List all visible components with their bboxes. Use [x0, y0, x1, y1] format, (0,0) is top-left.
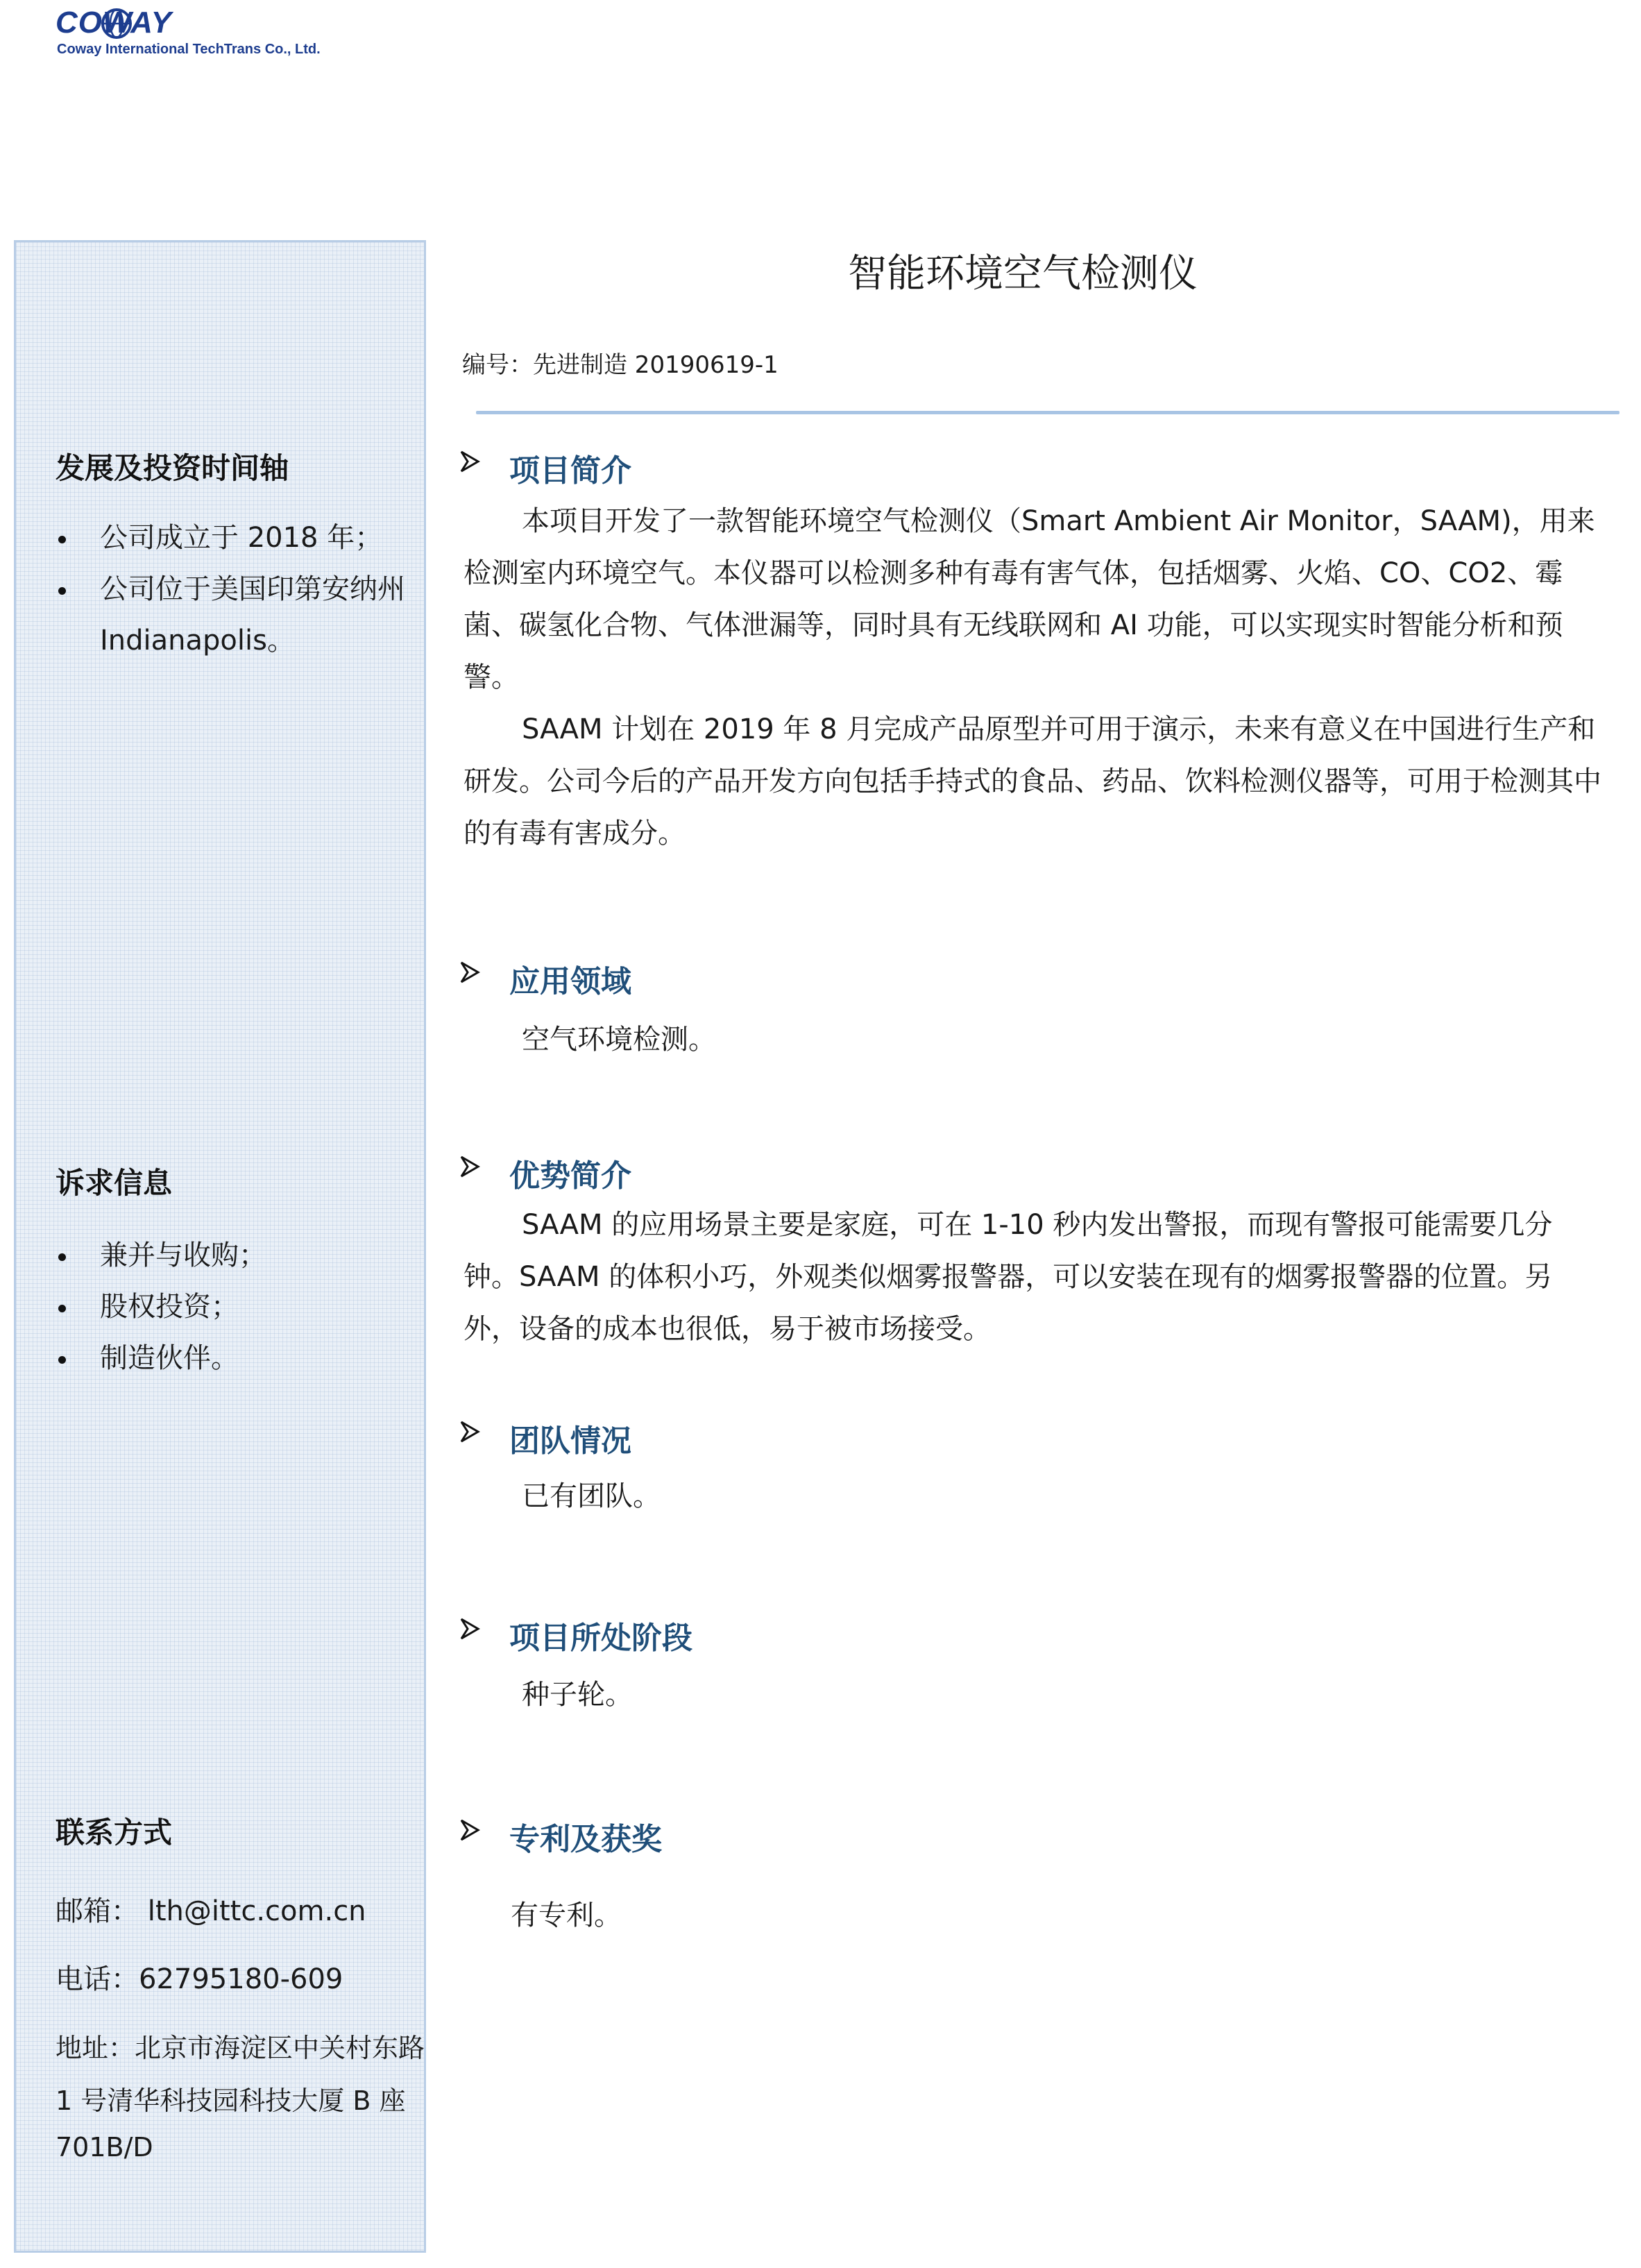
team-text: 已有团队。: [522, 1480, 661, 1512]
application-text: 空气环境检测。: [522, 1024, 716, 1056]
intro-paragraph-1: 本项目开发了一款智能环境空气检测仪（Smart Ambient Air Monitor，SAAM)，用来检测室内环境空气。本仪器可以检测多种有毒有害气体，包括烟雾、火焰、CO、CO2、霉菌、碳氢化合物、气体泄漏等，同时具有无线联网和 AI 功能，可以实现实时智能分析和预警。: [464, 505, 1595, 693]
section-title: 应用领域: [509, 964, 631, 999]
demands-heading: 诉求信息: [56, 1166, 173, 1200]
list-item: 兼并与收购；: [56, 1230, 430, 1281]
arrow-right-icon: [459, 1155, 480, 1178]
list-item: 制造伙伴。: [56, 1332, 430, 1384]
section-title: 团队情况: [509, 1423, 631, 1459]
advantage-paragraph: SAAM 的应用场景主要是家庭，可在 1-10 秒内发出警报，而现有警报可能需要几分钟。SAAM 的体积小巧，外观类似烟雾报警器，可以安装在现有的烟雾报警器的位置。另外，设备的成本也很低，易于被市场接受。: [464, 1209, 1553, 1345]
logo-subtitle: Coway International TechTrans Co., Ltd.: [57, 42, 321, 57]
section-title: 项目所处阶段: [509, 1620, 692, 1656]
globe-icon: [100, 7, 133, 40]
logo-wordmark: COWAY: [56, 6, 172, 40]
contact-email: 邮箱： lth@ittc.com.cn: [56, 1895, 366, 1927]
list-item: 公司成立于 2018 年；: [56, 512, 430, 564]
intro-paragraph-2: SAAM 计划在 2019 年 8 月完成产品原型并可用于演示，未来有意义在中国进行生产和研发。公司今后的产品开发方向包括手持式的食品、药品、饮料检测仪器等，可用于检测其中的有毒有害成分。: [464, 713, 1601, 849]
section-title: 专利及获奖: [509, 1822, 662, 1857]
section-title: 项目简介: [509, 453, 631, 489]
arrow-right-icon: [459, 1420, 480, 1444]
patent-text: 有专利。: [511, 1899, 622, 1931]
demands-list: [56, 1230, 430, 1384]
title-divider: [476, 411, 1619, 414]
contact-heading: 联系方式: [56, 1816, 173, 1850]
document-number: 编号：先进制造 20190619-1: [462, 351, 779, 379]
arrow-right-icon: [459, 960, 480, 984]
contact-address-line3: 701B/D: [56, 2132, 153, 2163]
stage-text: 种子轮。: [522, 1679, 633, 1711]
timeline-heading: 发展及投资时间轴: [56, 451, 289, 485]
list-item: 公司位于美国印第安纳州 Indianapolis。: [56, 564, 433, 666]
page-title: 智能环境空气检测仪: [848, 251, 1198, 296]
company-logo: [56, 6, 361, 61]
section-title: 优势简介: [509, 1158, 631, 1194]
contact-phone: 电话：62795180-609: [56, 1963, 343, 1995]
list-item: 股权投资；: [56, 1281, 430, 1332]
contact-address-line1: 地址：北京市海淀区中关村东路: [56, 2033, 425, 2063]
timeline-list: [56, 512, 430, 666]
arrow-right-icon: [459, 1617, 480, 1641]
arrow-right-icon: [459, 1818, 480, 1842]
contact-address-line2: 1 号清华科技园科技大厦 B 座: [56, 2085, 406, 2116]
arrow-right-icon: [459, 450, 480, 473]
